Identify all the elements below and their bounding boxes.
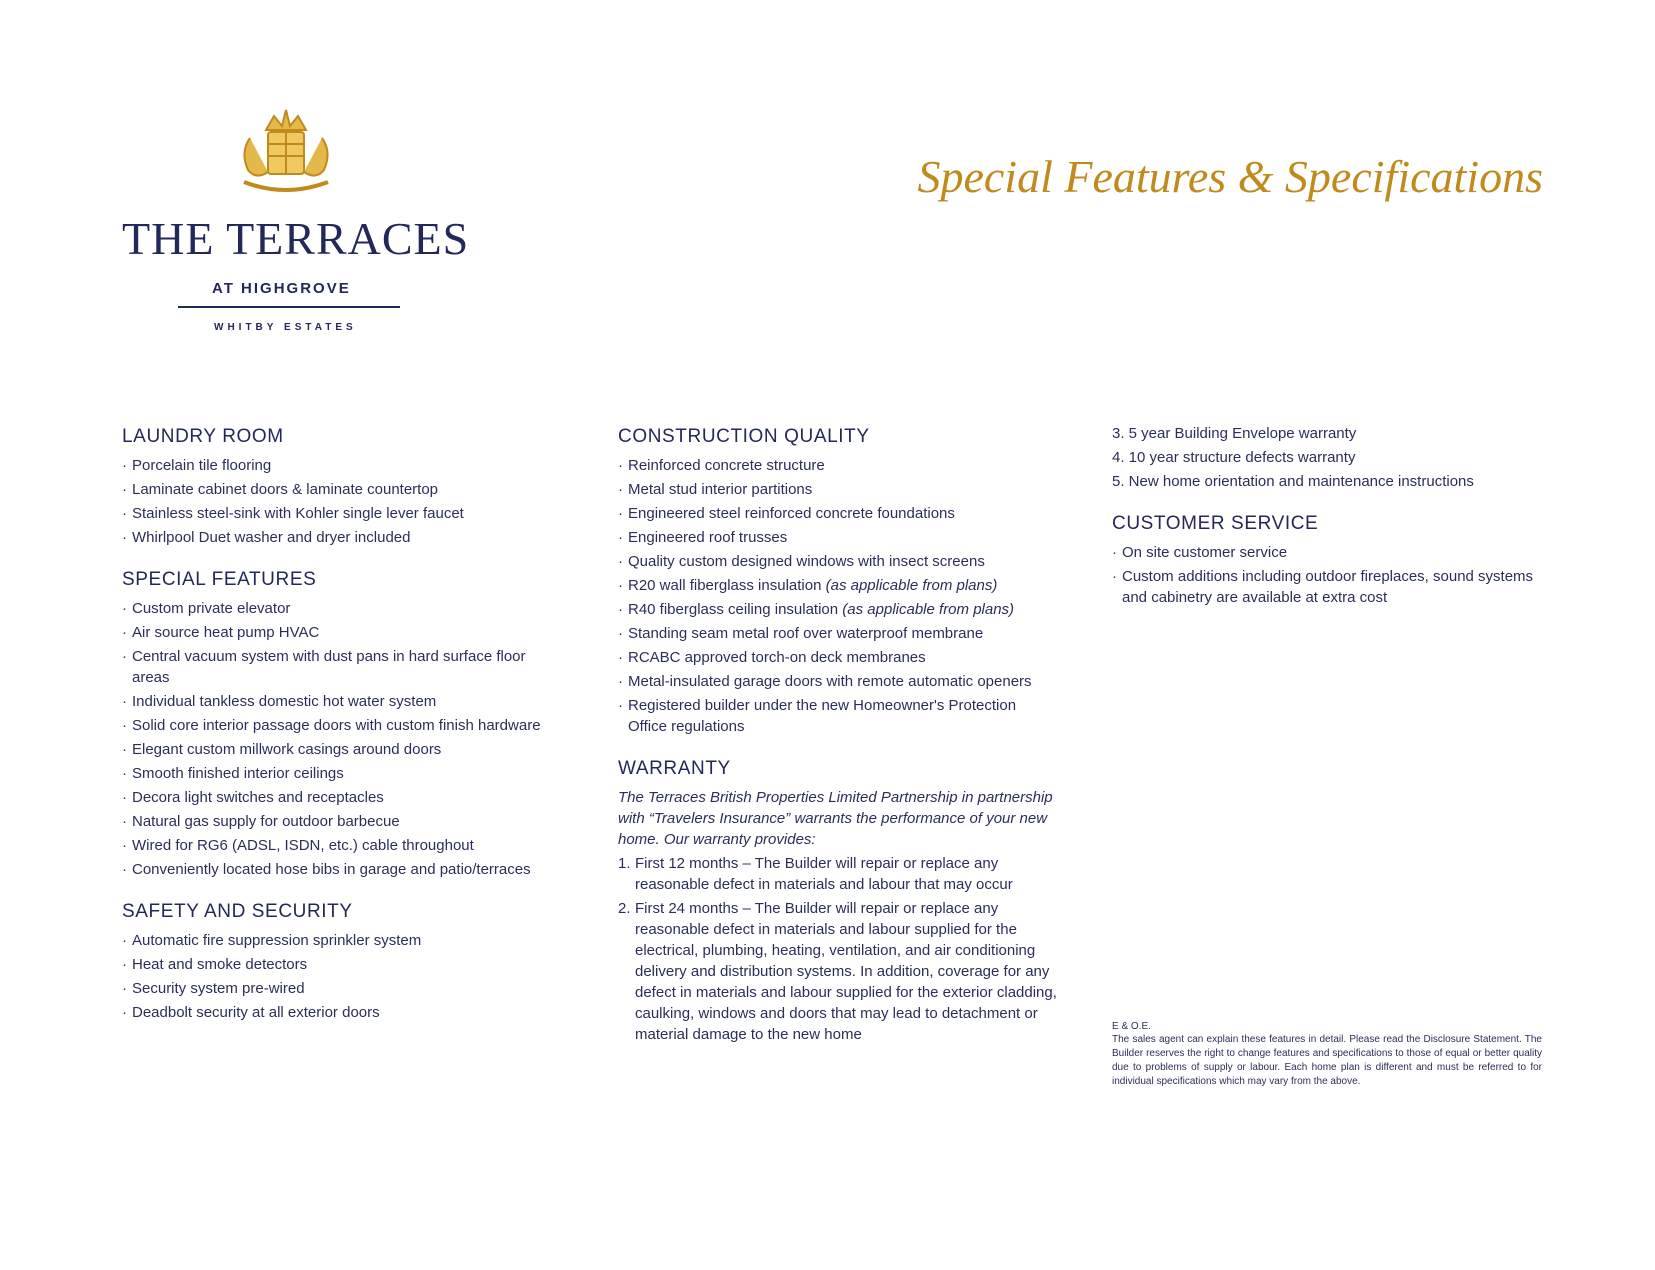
item-text: First 12 months – The Builder will repair or replace any reasonable defect in materials and labour that may occur <box>635 855 1013 893</box>
list-item: 3. 5 year Building Envelope warranty <box>1112 425 1357 442</box>
section-safety-security <box>122 900 542 1023</box>
item-note: (as applicable from plans) <box>825 577 998 594</box>
list-item: · Conveniently located hose bibs in garage and patio/terraces <box>122 859 542 880</box>
item-text: R20 wall fiberglass insulation <box>628 577 826 594</box>
list-item: · RCABC approved torch-on deck membranes <box>618 647 1058 668</box>
list-item: · Individual tankless domestic hot water system <box>122 691 542 712</box>
list-item: · Porcelain tile flooring <box>122 455 542 476</box>
list-item <box>618 853 1058 895</box>
list-item: · Stainless steel-sink with Kohler single lever faucet <box>122 503 542 524</box>
list-item: · Metal stud interior partitions <box>618 479 1058 500</box>
list-item: · Engineered roof trusses <box>618 527 1058 548</box>
list-item: · Natural gas supply for outdoor barbecue <box>122 811 542 832</box>
disclaimer <box>1112 1020 1542 1089</box>
list-item <box>618 575 1058 596</box>
item-text: First 24 months – The Builder will repair or replace any reasonable defect in materials and labour supplied for the electrical, plumbing, heating, ventilation, and air conditioning delivery and distribution systems. In addition, coverage for any defect in materials and labour supplied for the exterior cladding, caulking, windows and doors that may lead to detachment or material damage to the new home <box>635 900 1057 1043</box>
list-item: · On site customer service <box>1112 542 1542 563</box>
column-middle <box>618 425 1058 1065</box>
section-heading: LAUNDRY ROOM <box>122 426 284 447</box>
list-item: · Deadbolt security at all exterior doors <box>122 1002 542 1023</box>
list-item: · Custom additions including outdoor fireplaces, sound systems and cabinetry are available at extra cost <box>1112 566 1542 608</box>
list-item: · Wired for RG6 (ADSL, ISDN, etc.) cable throughout <box>122 835 542 856</box>
list-item: · Reinforced concrete structure <box>618 455 1058 476</box>
brand-subtitle: AT HIGHGROVE <box>212 280 351 297</box>
list-item: · Standing seam metal roof over waterproof membrane <box>618 623 1058 644</box>
list-item: · Automatic fire suppression sprinkler system <box>122 930 542 951</box>
section-special-features <box>122 568 542 880</box>
item-text: R40 fiberglass ceiling insulation <box>628 601 843 618</box>
section-heading: SPECIAL FEATURES <box>122 569 317 590</box>
section-heading: SAFETY AND SECURITY <box>122 901 353 922</box>
brand-divider <box>178 306 400 308</box>
list-item <box>618 898 1058 1045</box>
list-item: · Decora light switches and receptacles <box>122 787 542 808</box>
list-item: · Engineered steel reinforced concrete foundations <box>618 503 1058 524</box>
list-item: 5. New home orientation and maintenance instructions <box>1112 473 1474 490</box>
list-item: · Whirlpool Duet washer and dryer included <box>122 527 542 548</box>
list-item: · Smooth finished interior ceilings <box>122 763 542 784</box>
list-item: 4. 10 year structure defects warranty <box>1112 449 1356 466</box>
list-item: · Heat and smoke detectors <box>122 954 542 975</box>
list-item: · Security system pre-wired <box>122 978 542 999</box>
list-item: · Central vacuum system with dust pans in hard surface floor areas <box>122 646 542 688</box>
section-laundry-room <box>122 425 542 548</box>
disclaimer-text: The sales agent can explain these features in detail. Please read the Disclosure Statement. The Builder reserves the right to change features and specifications to those of equal or better quality due to problems of supply or labour. Each home plan is different and must be referred to for individual specifications which may vary from the above. <box>1112 1034 1542 1087</box>
warranty-continued <box>1112 423 1542 492</box>
list-item: · Elegant custom millwork casings around doors <box>122 739 542 760</box>
list-item: · Solid core interior passage doors with custom finish hardware <box>122 715 542 736</box>
column-right <box>1112 423 1542 628</box>
section-heading: CONSTRUCTION QUALITY <box>618 426 870 447</box>
column-left <box>122 425 542 1043</box>
crest-icon <box>230 102 342 202</box>
list-item: · Laminate cabinet doors & laminate countertop <box>122 479 542 500</box>
item-number: 1. <box>618 855 631 872</box>
page-title: Special Features & Specifications <box>917 151 1543 202</box>
item-note: (as applicable from plans) <box>842 601 1015 618</box>
section-heading: WARRANTY <box>618 758 731 779</box>
list-item: · Air source heat pump HVAC <box>122 622 542 643</box>
section-warranty <box>618 757 1058 1045</box>
warranty-intro: The Terraces British Properties Limited Partnership in partnership with “Travelers Insurance” warrants the performance of your new home. Our warranty provides: <box>618 789 1053 848</box>
list-item: · Quality custom designed windows with insect screens <box>618 551 1058 572</box>
brand-title: THE TERRACES <box>122 213 470 264</box>
item-number: 2. <box>618 900 631 917</box>
section-customer-service <box>1112 512 1542 608</box>
list-item: · Metal-insulated garage doors with remote automatic openers <box>618 671 1058 692</box>
list-item <box>618 599 1058 620</box>
list-item: · Registered builder under the new Homeowner's Protection Office regulations <box>618 695 1058 737</box>
disclaimer-eoe: E & O.E. <box>1112 1021 1151 1032</box>
section-construction-quality <box>618 425 1058 737</box>
list-item: · Custom private elevator <box>122 598 542 619</box>
section-heading: CUSTOMER SERVICE <box>1112 513 1319 534</box>
brand-estate: WHITBY ESTATES <box>214 322 357 333</box>
